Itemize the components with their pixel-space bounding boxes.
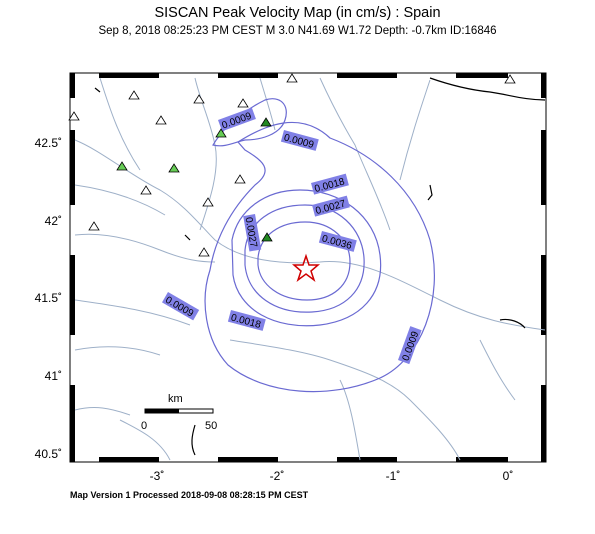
longitude-labels bbox=[150, 469, 514, 483]
event-info: Sep 8, 2018 08:25:23 PM CEST M 3.0 N41.69 W1.72 Depth: -0.7km ID:16846 bbox=[98, 25, 497, 37]
contour-label: 0.0018 bbox=[313, 176, 346, 196]
contour-label: 0.0009 bbox=[163, 294, 196, 320]
lat-label: 40.5˚ bbox=[34, 447, 62, 461]
lon-label: -1˚ bbox=[385, 469, 401, 483]
lat-label: 41.5˚ bbox=[34, 291, 62, 305]
contour-label: 0.0009 bbox=[282, 132, 315, 151]
map-footer: Map Version 1 Processed 2018-09-08 08:28:15 PM CEST bbox=[70, 490, 309, 500]
scale-left: 0 bbox=[141, 420, 148, 432]
contour-label: 0.0027 bbox=[242, 216, 259, 249]
lat-label: 42˚ bbox=[44, 214, 62, 228]
contour-label: 0.0036 bbox=[320, 233, 353, 252]
lat-label: 42.5˚ bbox=[34, 136, 62, 150]
map-frame bbox=[70, 73, 546, 462]
lon-label: 0˚ bbox=[502, 469, 514, 483]
contour-label: 0.0027 bbox=[314, 198, 347, 218]
scale-unit: km bbox=[168, 393, 183, 405]
lon-label: -2˚ bbox=[269, 469, 285, 483]
latitude-labels bbox=[35, 136, 62, 461]
contour-label: 0.0009 bbox=[400, 330, 422, 363]
contour-label: 0.0009 bbox=[220, 110, 254, 132]
lon-label: -3˚ bbox=[149, 469, 165, 483]
contour-label: 0.0018 bbox=[229, 312, 262, 331]
lat-label: 41˚ bbox=[44, 369, 62, 383]
scale-right: 50 bbox=[205, 420, 218, 432]
map-title: SISCAN Peak Velocity Map (in cm/s) : Spain bbox=[154, 5, 441, 21]
